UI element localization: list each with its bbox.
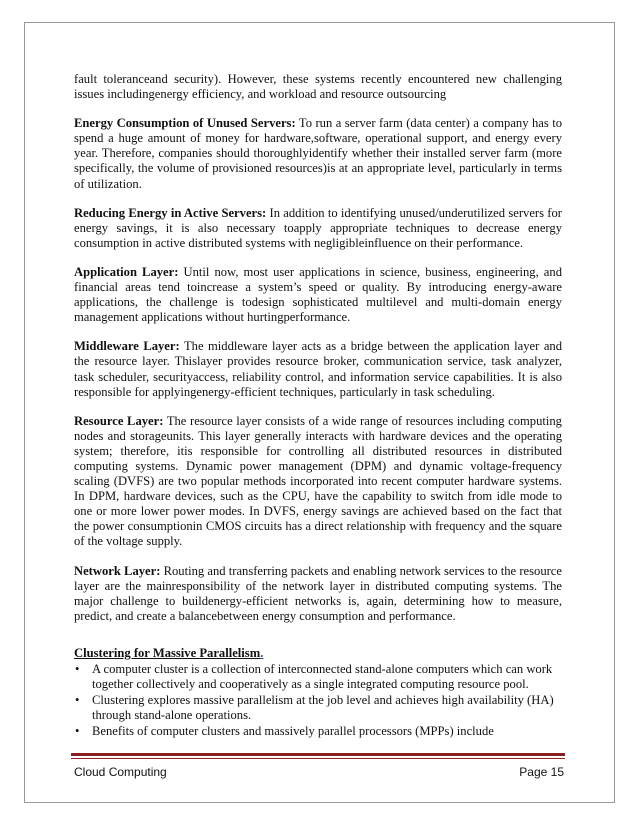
bullet-icon: •: [75, 724, 80, 739]
paragraph-network-layer: Network Layer: Routing and transferring packets and enabling network services to the resource layer are the mainresponsibility of the network layer in distributed computing systems. The major challenge to buildenergy-efficient networks is, again, determining how to measure, predict, and create a balancebetween energy consumption and performance.: [74, 563, 562, 623]
paragraph-heading: Reducing Energy in Active Servers:: [74, 205, 267, 220]
paragraph-heading: Middleware Layer:: [74, 339, 180, 354]
bullet-icon: •: [75, 662, 80, 676]
paragraph-heading: Network Layer:: [74, 563, 161, 578]
document-body: [74, 72, 562, 740]
paragraph-heading: Energy Consumption of Unused Servers:: [74, 116, 296, 131]
list-item: • Benefits of computer clusters and massively parallel processors (MPPs) include: [75, 724, 494, 739]
bullet-icon: •: [75, 693, 80, 708]
paragraph-energy-unused-servers: Energy Consumption of Unused Servers: To run a server farm (data center) a company has to spend a huge amount of money for hardware,software, operational support, and energy every year. Therefore, companies should thoroughlyidentify whether their installed server farm (more specifically, the volume of provisioned resources)is at an appropriate level, particularly in terms of utilization.: [74, 116, 563, 191]
page-number: Page 15: [519, 765, 564, 779]
paragraph-resource-layer: Resource Layer: The resource layer consists of a wide range of resources including computing nodes and storageunits. This layer generally interacts with hardware devices and the operating system; therefore, itis responsible for controlling all distributed resources in distributed computing systems. Dynamic power management (DPM) and dynamic voltage-frequency scaling (DVFS) are two popular methods incorporated into recent computer hardware systems. In DPM, hardware devices, such as the CPU, have the capability to switch from idle mode to one or more lower power modes. In DVFS, energy savings are achieved based on the fact that the power consumptionin CMOS circuits has a direct relationship with frequency and the square of the voltage supply.: [74, 413, 562, 549]
bullet-list: [74, 662, 562, 739]
paragraph-application-layer: Application Layer: Until now, most user applications in science, business, engineering, and financial areas tend toincrease a system’s speed or quality. By introducing energy-aware applications, the challenge is todesign sophisticated multilevel and multi-domain energy management applications without hurtingperformance.: [74, 264, 562, 325]
list-item: • A computer cluster is a collection of interconnected stand-alone computers which can work together collectively and cooperatively as a single integrated computing resource pool.: [75, 662, 553, 692]
section-heading: Clustering for Massive Parallelism.: [74, 645, 264, 660]
paragraph-reducing-energy: Reducing Energy in Active Servers: In addition to identifying unused/underutilized servers for energy savings, it is also necessary toapply appropriate techniques to decrease energy consumption in active distributed systems with negligibleinfluence on their performance.: [74, 205, 562, 250]
footer-rule-thin: [71, 758, 565, 759]
paragraph-intro: fault toleranceand security). However, these systems recently encountered new challenging issues includingenergy efficiency, and workload and resource outsourcing: [74, 72, 562, 102]
list-item: • Clustering explores massive parallelism at the job level and achieves high availability (HA) through stand-alone operations.: [75, 693, 554, 723]
paragraph-heading: Resource Layer:: [74, 413, 164, 428]
footer-rule: [71, 753, 565, 756]
paragraph-middleware-layer: Middleware Layer: The middleware layer acts as a bridge between the application layer and the resource layer. Thislayer provides resource broker, communication service, task analyzer, task scheduler, securityaccess, reliability control, and information service capabilities. It is also responsible for applyingenergy-efficient techniques, particularly in task scheduling.: [74, 339, 562, 399]
paragraph-heading: Application Layer:: [74, 264, 179, 279]
footer-title: Cloud Computing: [74, 765, 167, 779]
